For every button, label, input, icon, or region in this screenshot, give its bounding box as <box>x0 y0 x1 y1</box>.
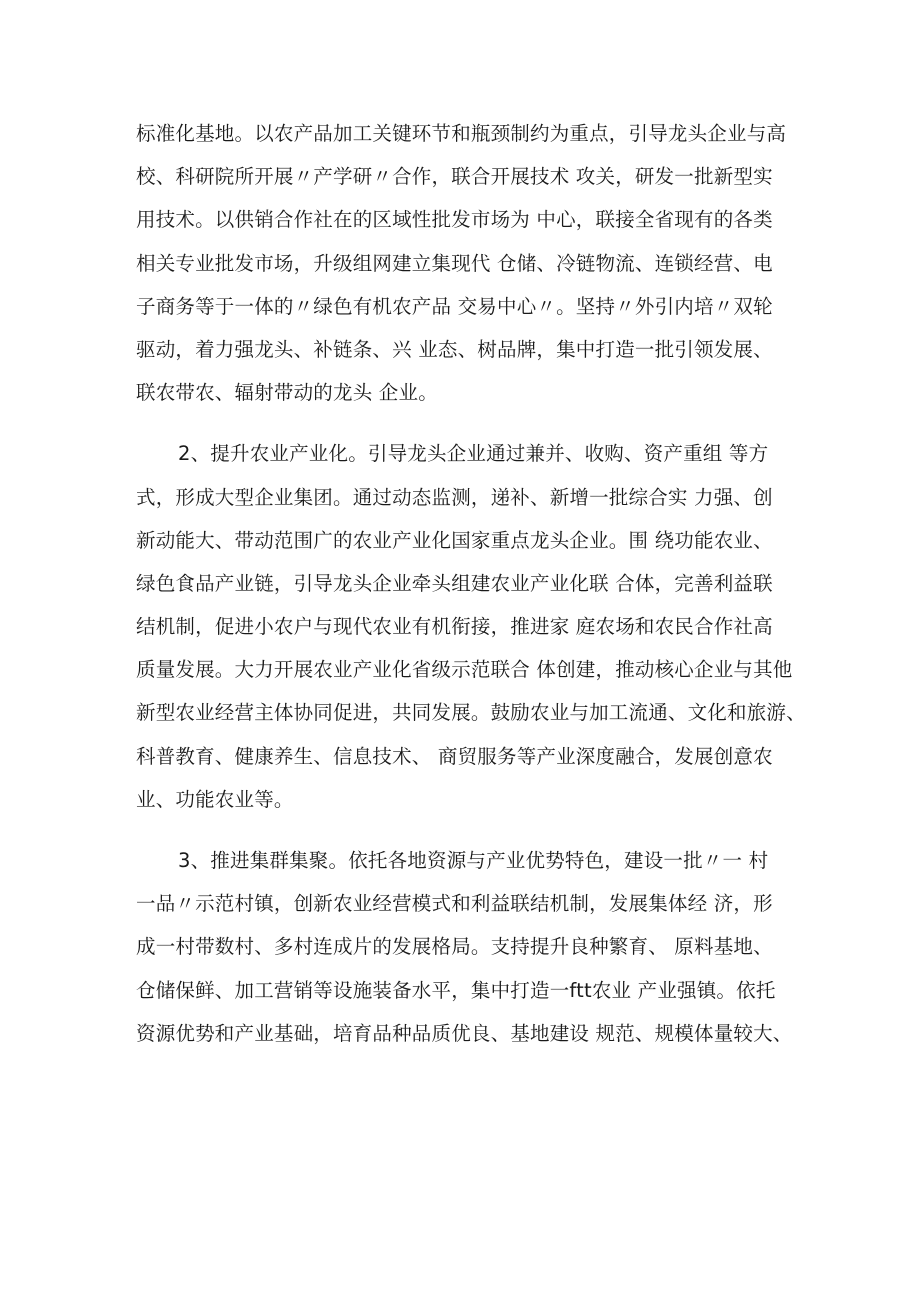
text-line: 新动能大、带动范围广的农业产业化国家重点龙头企业。围 绕功能农业、 <box>136 528 773 552</box>
text-line: 标准化基地。以农产品加工关键环节和瓶颈制约为重点，引导龙头企业与高 <box>136 122 787 145</box>
text-line: 仓储保鲜、加工营销等设施装备水平，集中打造一ftt农业 产业强镇。依托 <box>136 978 776 1002</box>
text-line: 用技术。以供销合作社在的区域性批发市场为 中心，联接全省现有的各类 <box>136 208 773 232</box>
text-line: 成一村带数村、多村连成片的发展格局。支持提升良种繁育、 原料基地、 <box>136 935 773 959</box>
paragraph-2 <box>136 432 806 821</box>
text-line: 一品〃示范村镇，创新农业经营模式和利益联结机制，发展集体经 济，形 <box>136 892 773 916</box>
document-body <box>136 112 806 1073</box>
text-line: 质量发展。大力开展农业产业化省级示范联合 体创建，推动核心企业与其他 <box>136 658 793 682</box>
text-line: 2、提升农业产业化。引导龙头企业通过兼并、收购、资产重组 等方 <box>178 442 769 466</box>
paragraph-3 <box>136 839 796 1055</box>
text-line: 3、推进集群集聚。依托各地资源与产业优势特色，建设一批〃一 村 <box>178 849 769 872</box>
text-line: 联农带农、辐射带动的龙头 企业。 <box>136 381 438 405</box>
text-line: 子商务等于一体的〃绿色有机农产品 交易中心〃。坚持〃外引内培〃双轮 <box>136 294 773 318</box>
text-line: 绿色食品产业链，引导龙头企业牵头组建农业产业化联 合体，完善利益联 <box>136 571 773 595</box>
text-line: 资源优势和产业基础，培育品种品质优良、基地建设 规范、规模体量较大、 <box>136 1021 793 1045</box>
text-line: 业、功能农业等。 <box>136 787 294 811</box>
text-line: 校、科研院所开展〃产学研〃合作，联合开展技术 攻关，研发一批新型实 <box>136 165 773 189</box>
text-line: 相关专业批发市场，升级组网建立集现代 仓储、冷链物流、连锁经营、电 <box>136 251 773 275</box>
text-line: 驱动，着力强龙头、补链条、兴 业态、树品牌，集中打造一批引领发展、 <box>136 337 773 361</box>
text-line: 科普教育、健康养生、信息技术、 商贸服务等产业深度融合，发展创意农 <box>136 744 773 768</box>
text-line: 式，形成大型企业集团。通过动态监测，递补、新增一批综合实 力强、创 <box>136 485 773 509</box>
text-line: 新型农业经营主体协同促进，共同发展。鼓励农业与加工流通、文化和旅游、 <box>136 701 806 725</box>
text-line: 结机制，促进小农户与现代农业有机衔接，推进家 庭农场和农民合作社高 <box>136 615 773 639</box>
paragraph-1 <box>136 112 796 414</box>
